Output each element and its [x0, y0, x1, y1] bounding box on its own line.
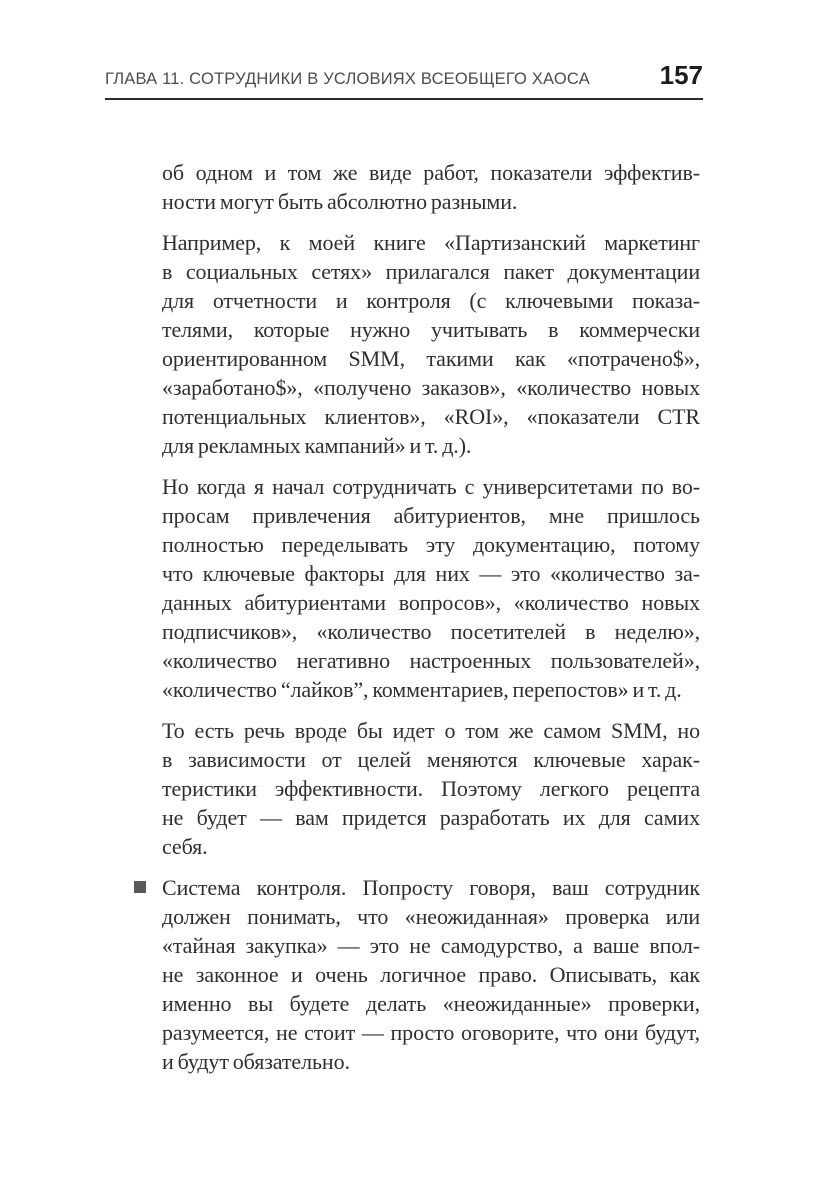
text-line: То есть речь вроде бы идет о том же самом SMM, но	[162, 718, 700, 743]
page-header	[105, 0, 703, 91]
text-line: не законное и очень логичное право. Описывать, как	[162, 962, 700, 987]
text-line: Система контроля. Попросту говоря, ваш сотрудник	[162, 875, 700, 900]
text-line: разумеется, не стоит — просто оговорите, что они будут,	[162, 1020, 700, 1045]
text-line: именно вы будете делать «неожиданные» проверки,	[162, 991, 700, 1016]
text-line: для рекламных кампаний» и т. д.).	[162, 433, 472, 458]
text-line: телями, которые нужно учитывать в коммерчески	[162, 317, 700, 342]
text-line: должен понимать, что «неожиданная» проверка или	[162, 904, 700, 929]
text-line: теристики эффективности. Поэтому легкого рецепта	[162, 776, 700, 801]
text-line: для отчетности и контроля (с ключевыми показа-	[162, 288, 700, 313]
header-divider	[105, 98, 703, 100]
text-line: ности могут быть абсолютно разными.	[162, 189, 518, 214]
text-line: данных абитуриентами вопросов», «количество новых	[162, 590, 700, 615]
text-line: в зависимости от целей меняются ключевые харак-	[162, 747, 700, 772]
text-line: полностью переделывать эту документацию, потому	[162, 532, 700, 557]
text-line: Но когда я начал сотрудничать с университетами по во-	[162, 474, 700, 499]
text-line: «заработано$», «получено заказов», «количество новых	[162, 375, 700, 400]
text-line: об одном и том же виде работ, показатели эффектив-	[162, 160, 700, 185]
text-line: Например, к моей книге «Партизанский маркетинг	[162, 230, 700, 255]
text-line: ориентированном SMM, такими как «потрачено$»,	[162, 346, 700, 371]
text-line: «тайная закупка» — это не самодурство, а ваше впол-	[162, 933, 700, 958]
text-line: и будут обязательно.	[162, 1049, 350, 1074]
bullet-square-icon	[134, 881, 146, 893]
text-line: подписчиков», «количество посетителей в неделю»,	[162, 619, 700, 644]
paragraph	[162, 228, 700, 460]
paragraph	[162, 158, 700, 216]
chapter-title: ГЛАВА 11. СОТРУДНИКИ В УСЛОВИЯХ ВСЕОБЩЕГО ХАОСА	[105, 70, 590, 88]
page-body	[162, 158, 700, 1076]
bullet-paragraph	[162, 873, 700, 1076]
text-line: что ключевые факторы для них — это «количество за-	[162, 561, 700, 586]
text-line: не будет — вам придется разработать их для самих	[162, 805, 700, 830]
text-line: «количество “лайков”, комментариев, перепостов» и т. д.	[162, 677, 682, 702]
text-line: себя.	[162, 834, 208, 859]
text-line: просам привлечения абитуриентов, мне пришлось	[162, 503, 700, 528]
text-line: в социальных сетях» прилагался пакет документации	[162, 259, 700, 284]
paragraph	[162, 472, 700, 704]
paragraph	[162, 716, 700, 861]
text-line: «количество негативно настроенных пользователей»,	[162, 648, 700, 673]
page-number: 157	[659, 60, 703, 90]
text-line: потенциальных клиентов», «ROI», «показатели CTR	[162, 404, 700, 429]
